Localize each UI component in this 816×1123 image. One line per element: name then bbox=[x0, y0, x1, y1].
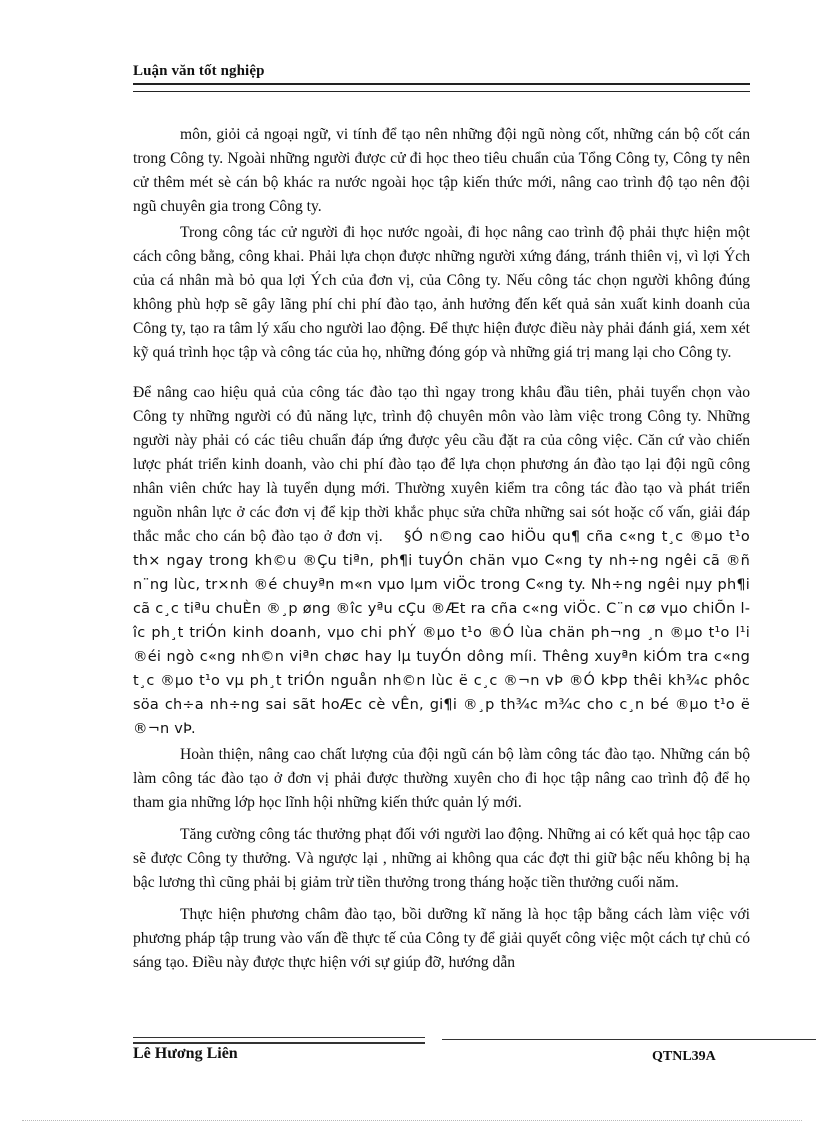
paragraph-3 bbox=[133, 381, 750, 741]
running-header: Luận văn tốt nghiệp bbox=[133, 63, 265, 79]
paragraph-3-unicode-text: Để nâng cao hiệu quả của công tác đào tạo thì ngay trong khâu đầu tiên, phải tuyển chọn vào Công ty những người có đủ năng lực, trình độ chuyên môn vào làm việc trong Công ty. Những người này phải có các tiêu chuẩn đáp ứng được yêu cầu đặt ra của công việc. Căn cứ vào chiến lược phát triển kinh doanh, vào chi phí đào tạo để lựa chọn phương án đào tạo lại đội ngũ công nhân viên chức hay là tuyển dụng mới. Thường xuyên kiểm tra công tác đào tạo và phát triển nguồn nhân lực ở các đơn vị để kịp thời khắc phục sửa chữa những sai sót hoặc cố vấn, giải đáp thắc mắc cho cán bộ đào tạo ở đơn vị. bbox=[133, 384, 750, 545]
paragraph-2: Trong công tác cử người đi học nước ngoài, đi học nâng cao trình độ phải thực hiện một cách công bằng, công khai. Phải lựa chọn được những người xứng đáng, tránh thiên vị, vì lợi Ých của cá nhân mà bỏ qua lợi Ých của đơn vị, của Công ty. Nếu công tác chọn người không đúng không phù hợp sẽ gây lãng phí chi phí đào tạo, ảnh hưởng đến kết quả sản xuất kinh doanh của Công ty, tạo ra tâm lý xấu cho người lao động. Để thực hiện được điều này phải đánh giá, xem xét kỹ quá trình học tập và công tác của họ, những đóng góp và những giá trị mang lại cho Công ty. bbox=[133, 224, 750, 361]
document-body bbox=[133, 123, 750, 975]
footer-author: Lê Hương Liên bbox=[133, 1045, 238, 1062]
header-double-rule bbox=[133, 83, 750, 92]
footer-class-code: QTNL39A bbox=[652, 1049, 716, 1064]
footer-rule-left bbox=[133, 1037, 425, 1044]
paragraph-6: Thực hiện phương châm đào tạo, bồi dưỡng kĩ năng là học tập bằng cách làm việc với phương pháp tập trung vào vấn đề thực tế của Công ty để giải quyết công việc một cách tự chủ có sáng tạo. Điều này được thực hiện với sự giúp đỡ, hướng dẫn bbox=[133, 906, 750, 971]
paragraph-4: Hoàn thiện, nâng cao chất lượng của đội ngũ cán bộ làm công tác đào tạo. Những cán bộ làm công tác đào tạo ở đơn vị phải được thường xuyên cho đi học tập nâng cao trình độ để họ tham gia những lớp học lĩnh hội những kiến thức quản lý mới. bbox=[133, 746, 750, 811]
footer-rule-right bbox=[442, 1039, 816, 1040]
paragraph-1: môn, giỏi cả ngoại ngữ, vi tính để tạo nên những đội ngũ nòng cốt, những cán bộ cốt cán trong Công ty. Ngoài những người được cử đi học theo tiêu chuẩn của Tổng Công ty, Công ty nên cử thêm mét sè cán bộ khác ra nước ngoài học tập kiến thức mới, nâng cao trình độ tạo nên đội ngũ chuyên gia trong Công ty. bbox=[133, 126, 750, 215]
paragraph-3-legacy-encoded-text: §Ó n©ng cao hiÖu qu¶ cña c«ng t¸c ®µo t¹o th× ngay trong kh©u ®Çu tiªn, ph¶i tuyÓn chän vµo C«ng ty nh÷ng ngêi cã ®ñ n¨ng lùc, tr×nh ®é chuyªn m«n vµo lµm viÖc trong C«ng ty. Nh÷ng ngêi nµy ph¶i cã c¸c tiªu chuÈn ®¸p øng ®îc yªu cÇu ®Æt ra cña c«ng viÖc. C¨n cø vµo chiÕn lîc ph¸t triÓn kinh doanh, vµo chi phÝ ®µo t¹o ®Ó lùa chän ph¬ng ¸n ®µo t¹o l¹i ®éi ngò c«ng nh©n viªn chøc hay lµ tuyÓn dông míi. Thêng xuyªn kiÓm tra c«ng t¸c ®µo t¹o vµ ph¸t triÓn nguån nh©n lùc ë c¸c ®¬n vÞ ®Ó kÞp thêi kh¾c phôc söa ch÷a nh÷ng sai sãt hoÆc cè vÊn, gi¶i ®¸p th¾c m¾c cho c¸n bé ®µo t¹o ë ®¬n vÞ. bbox=[133, 529, 750, 737]
paragraph-5: Tăng cường công tác thưởng phạt đối với người lao động. Những ai có kết quả học tập cao sẽ được Công ty thưởng. Và ngược lại , những ai không qua các đợt thi giữ bậc nếu không bị hạ bậc lương thì cũng phải bị giảm trừ tiền thưởng trong tháng hoặc tiền thưởng cuối năm. bbox=[133, 826, 750, 891]
page-bottom-dotted-line bbox=[22, 1120, 802, 1121]
